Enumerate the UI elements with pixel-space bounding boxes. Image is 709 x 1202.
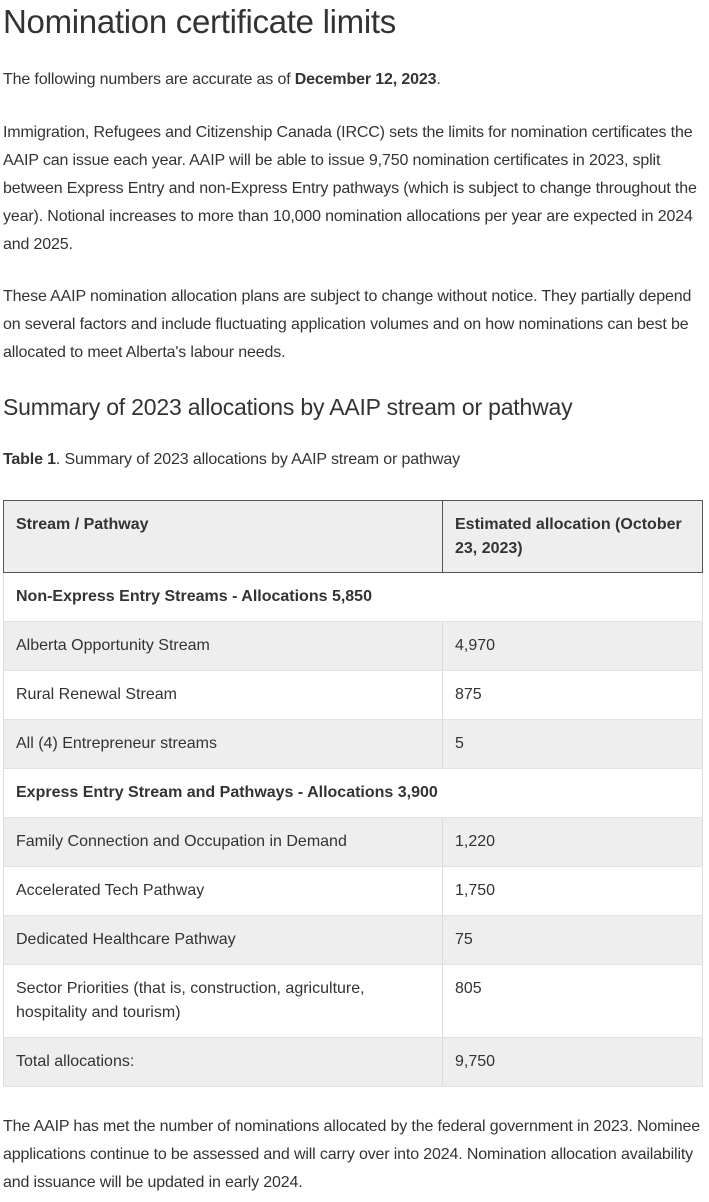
allocation-cell: 5 bbox=[443, 720, 703, 769]
allocation-cell: 4,970 bbox=[443, 622, 703, 671]
allocation-cell: 1,220 bbox=[443, 818, 703, 867]
table-row bbox=[4, 867, 703, 916]
accuracy-note-suffix: . bbox=[436, 71, 441, 88]
table-row bbox=[4, 622, 703, 671]
allocation-cell: 875 bbox=[443, 671, 703, 720]
plans-paragraph: These AAIP nomination allocation plans are subject to change without notice. They partially depend on several factors and include fluctuating application volumes and on how nominations can best be allocated to meet Alberta's labour needs. bbox=[3, 288, 692, 361]
stream-cell: Rural Renewal Stream bbox=[4, 671, 443, 720]
allocation-cell: 75 bbox=[443, 916, 703, 965]
allocation-cell: 805 bbox=[443, 965, 703, 1038]
stream-cell: Sector Priorities (that is, construction, agriculture, hospitality and tourism) bbox=[4, 965, 443, 1038]
table-caption-label: Table 1 bbox=[3, 451, 56, 468]
allocation-cell: 1,750 bbox=[443, 867, 703, 916]
total-row bbox=[4, 1038, 703, 1087]
table-caption bbox=[3, 446, 709, 474]
accuracy-date: December 12, 2023 bbox=[294, 71, 437, 88]
stream-cell: All (4) Entrepreneur streams bbox=[4, 720, 443, 769]
table-header-row bbox=[4, 501, 703, 573]
page-title: Nomination certificate limits bbox=[3, 3, 396, 40]
table-row bbox=[4, 965, 703, 1038]
stream-cell: Accelerated Tech Pathway bbox=[4, 867, 443, 916]
allocations-table bbox=[3, 500, 703, 1087]
group-label: Non-Express Entry Streams - Allocations 5,850 bbox=[4, 573, 703, 622]
accuracy-note bbox=[3, 66, 709, 94]
table-row bbox=[4, 671, 703, 720]
section-heading: Summary of 2023 allocations by AAIP stream or pathway bbox=[3, 394, 573, 420]
accuracy-note-prefix: The following numbers are accurate as of bbox=[3, 71, 295, 88]
stream-cell: Dedicated Healthcare Pathway bbox=[4, 916, 443, 965]
table-row bbox=[4, 916, 703, 965]
group-row-express-entry bbox=[4, 769, 703, 818]
column-header-allocation: Estimated allocation (October 23, 2023) bbox=[443, 501, 703, 573]
intro-paragraph: Immigration, Refugees and Citizenship Canada (IRCC) sets the limits for nomination certificates the AAIP can issue each year. AAIP will be able to issue 9,750 nomination certificates in 2023, split between Express Entry and non-Express Entry pathways (which is subject to change throughout the year). Notional increases to more than 10,000 nomination allocations per year are expected in 2024 and 2025. bbox=[3, 124, 697, 253]
total-label: Total allocations: bbox=[4, 1038, 443, 1087]
group-label: Express Entry Stream and Pathways - Allocations 3,900 bbox=[4, 769, 703, 818]
stream-cell: Alberta Opportunity Stream bbox=[4, 622, 443, 671]
column-header-stream: Stream / Pathway bbox=[4, 501, 443, 573]
footer-paragraph: The AAIP has met the number of nominations allocated by the federal government in 2023. Nominee applications continue to be assessed and will carry over into 2024. Nomination allocation availability and issuance will be updated in early 2024. bbox=[3, 1118, 700, 1191]
table-caption-text: . Summary of 2023 allocations by AAIP stream or pathway bbox=[55, 451, 461, 468]
table-row bbox=[4, 720, 703, 769]
table-row bbox=[4, 818, 703, 867]
stream-cell: Family Connection and Occupation in Demand bbox=[4, 818, 443, 867]
total-value: 9,750 bbox=[443, 1038, 703, 1087]
group-row-non-express-entry bbox=[4, 573, 703, 622]
